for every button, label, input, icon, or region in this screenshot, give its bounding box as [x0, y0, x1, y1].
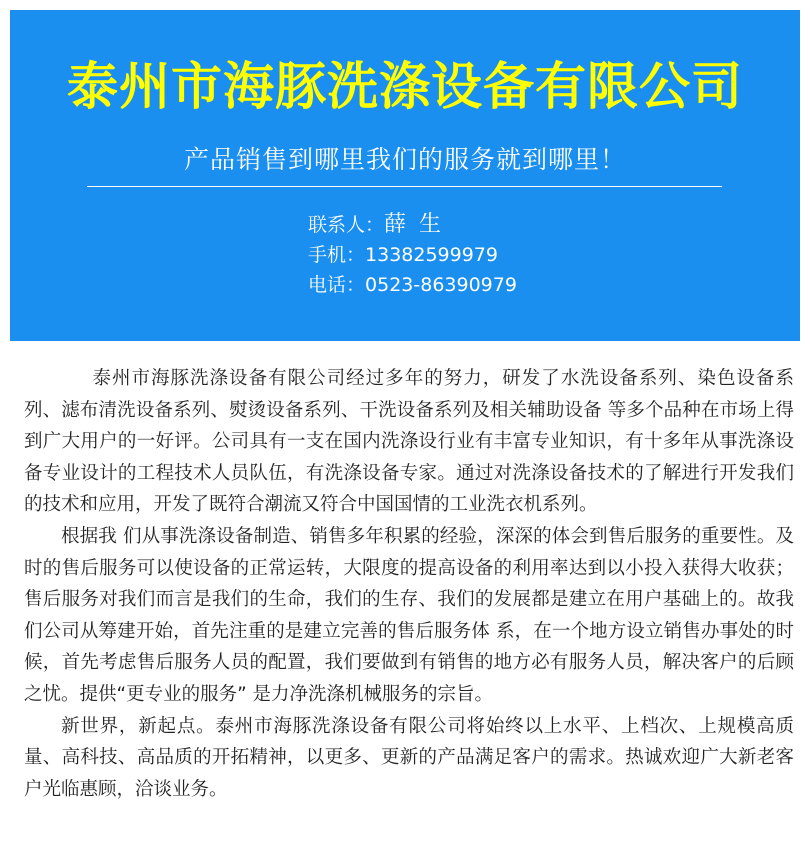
divider-line: [87, 186, 722, 187]
company-title: 泰州市海豚洗涤设备有限公司: [66, 58, 743, 117]
service-paragraph: 根据我 们从事洗涤设备制造、销售多年积累的经验，深深的体会到售后服务的重要性。及时的售后服务可以使设备的正常运转，大限度的提高设备的利用率达到以小投入获得大收获；售后服务对我们而言是我们的生命，我们的生存、我们的发展都是建立在用户基础上的。故我们公司从筹建开始，首先注重的是建立完善的售后服务体 系，在一个地方设立销售办事处的时候，首先考虑售后服务人员的配置，我们要做到有销售的地方必有服务人员，解决客户的后顾之忧。提供“更专业的服务” 是力净洗涤机械服务的宗旨。: [24, 525, 794, 705]
contact-mobile-line: [308, 240, 517, 270]
header-banner: [10, 10, 800, 341]
contact-phone-value: 0523-86390979: [365, 274, 517, 296]
contact-phone-line: [308, 270, 517, 300]
slogan: 产品销售到哪里我们的服务就到哪里！: [183, 145, 626, 174]
company-introduction: [24, 363, 794, 805]
contact-block: [308, 210, 517, 300]
contact-mobile-label: 手机：: [308, 244, 366, 266]
contact-phone-label: 电话：: [308, 274, 366, 296]
contact-mobile-value: 13382599979: [365, 244, 498, 266]
contact-person-value: 薛 生: [384, 212, 445, 237]
contact-person-line: [308, 210, 517, 240]
intro-paragraph: 泰州市海豚洗涤设备有限公司经过多年的努力，研发了水洗设备系列、染色设备系列、滤布清洗设备系列、熨烫设备系列、干洗设备系列及相关辅助设备 等多个品种在市场上得到广大用户的一好评。公司具有一支在国内洗涤设行业有丰富专业知识，有十多年从事洗涤设备专业设计的工程技术人员队伍，有洗涤设备专家。通过对洗涤设备技术的了解进行开发我们的技术和应用，开发了既符合潮流又符合中国国情的工业洗衣机系列。: [24, 368, 794, 516]
contact-person-label: 联系人：: [308, 214, 385, 236]
closing-paragraph: 新世界，新起点。泰州市海豚洗涤设备有限公司将始终以上水平、上档次、上规模高质量、高科技、高品质的开拓精神，以更多、更新的产品满足客户的需求。热诚欢迎广大新老客户光临惠顾，洽谈业务。: [24, 715, 794, 800]
